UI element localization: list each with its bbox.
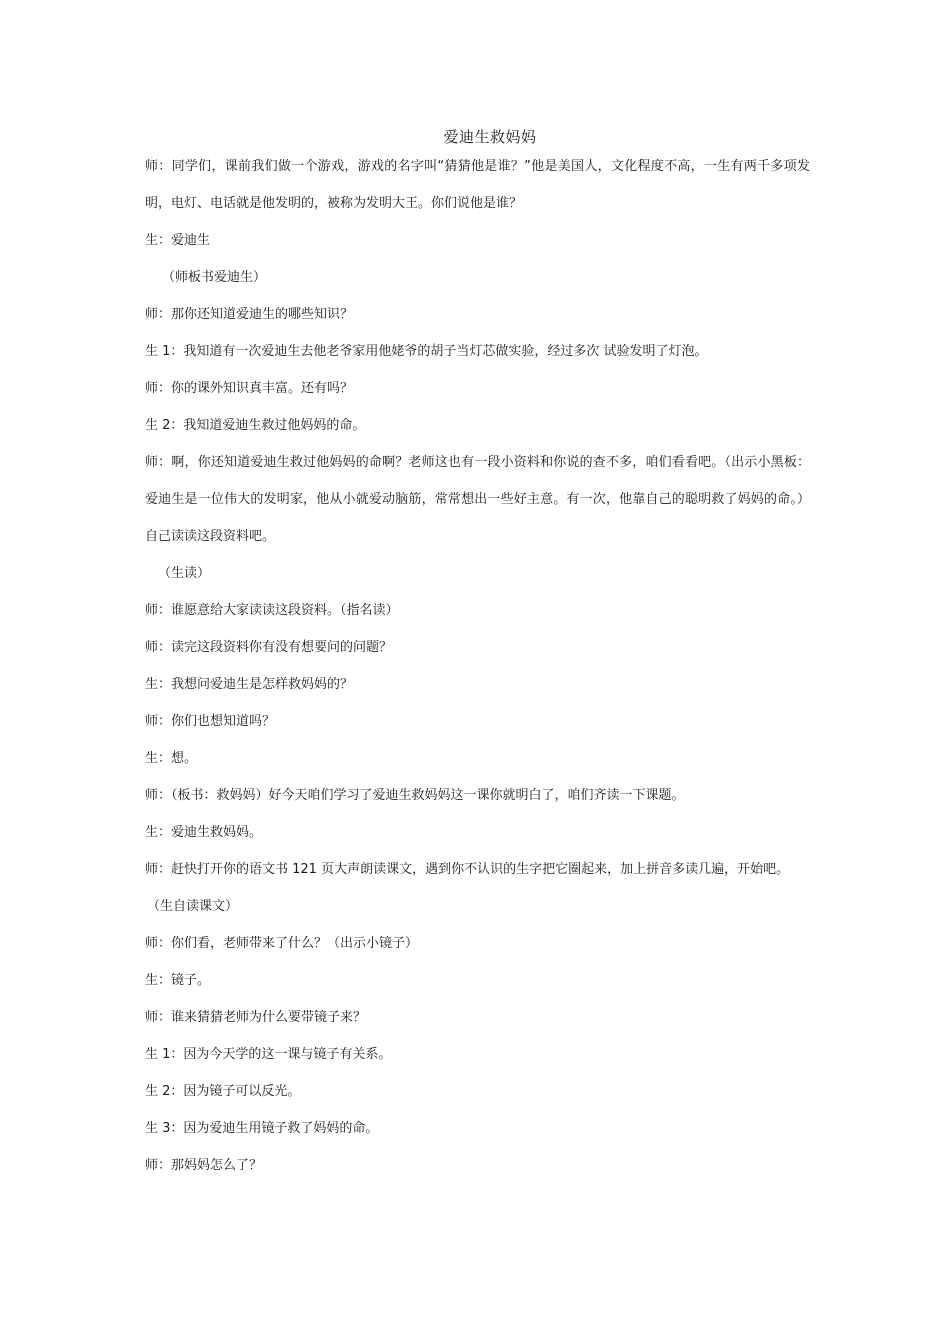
paragraph-18: （生自读课文） <box>147 899 239 914</box>
paragraph-10: 师：谁愿意给大家读读这段资料。（指名读） <box>145 603 399 618</box>
paragraph-8: 师：啊，你还知道爱迪生救过他妈妈的命啊？老师这也有一段小资料和你说的查不多，咱们看看吧。（出示小黑板：爱迪生是一位伟大的发明家，他从小就爱动脑筋，常常想出一些好主意。有一次，他靠自己的聪明救了妈妈的命。）自己读读这段资料吧。 <box>145 455 810 544</box>
paragraph-24: 生 3：因为爱迪生用镜子救了妈妈的命。 <box>145 1121 379 1136</box>
paragraph-3: （师板书爱迪生） <box>162 270 267 285</box>
paragraph-12: 生：我想问爱迪生是怎样救妈妈的？ <box>145 677 354 692</box>
paragraph-4: 师：那你还知道爱迪生的哪些知识？ <box>145 307 354 322</box>
paragraph-2: 生：爱迪生 <box>145 233 211 248</box>
paragraph-22: 生 1：因为今天学的这一课与镜子有关系。 <box>145 1047 392 1062</box>
paragraph-19: 师：你们看，老师带来了什么？（出示小镜子） <box>145 936 419 951</box>
paragraph-25: 师：那妈妈怎么了？ <box>145 1158 263 1173</box>
paragraph-6: 师：你的课外知识真丰富。还有吗？ <box>145 381 354 396</box>
paragraph-14: 生：想。 <box>145 751 198 766</box>
paragraph-20: 生：镜子。 <box>145 973 211 988</box>
paragraph-7: 生 2：我知道爱迪生救过他妈妈的命。 <box>145 418 366 433</box>
paragraph-11: 师：读完这段资料你有没有想要问的问题？ <box>145 640 393 655</box>
paragraph-13: 师：你们也想知道吗？ <box>145 714 276 729</box>
paragraph-17: 师：赶快打开你的语文书 121 页大声朗读课文，遇到你不认识的生字把它圈起来，加上拼音多读几遍，开始吧。 <box>145 862 790 877</box>
paragraph-1: 师：同学们，课前我们做一个游戏，游戏的名字叫“猜猜他是谁？”他是美国人，文化程度不高，一生有两千多项发明，电灯、电话就是他发明的，被称为发明大王。你们说他是谁？ <box>145 159 810 211</box>
paragraph-5: 生 1：我知道有一次爱迪生去他老爷家用他姥爷的胡子当灯芯做实验，经过多次 试验发明了灯泡。 <box>145 344 708 359</box>
paragraph-15: 师：（板书：救妈妈）好今天咱们学习了爱迪生救妈妈这一课你就明白了，咱们齐读一下课题。 <box>145 788 685 803</box>
paragraph-21: 师：谁来猜猜老师为什么要带镜子来？ <box>145 1010 367 1025</box>
document-body <box>145 148 810 1184</box>
document-title: 爱迪生救妈妈 <box>443 128 537 146</box>
paragraph-16: 生：爱迪生救妈妈。 <box>145 825 263 840</box>
paragraph-23: 生 2：因为镜子可以反光。 <box>145 1084 301 1099</box>
paragraph-9: （生读） <box>158 566 211 581</box>
